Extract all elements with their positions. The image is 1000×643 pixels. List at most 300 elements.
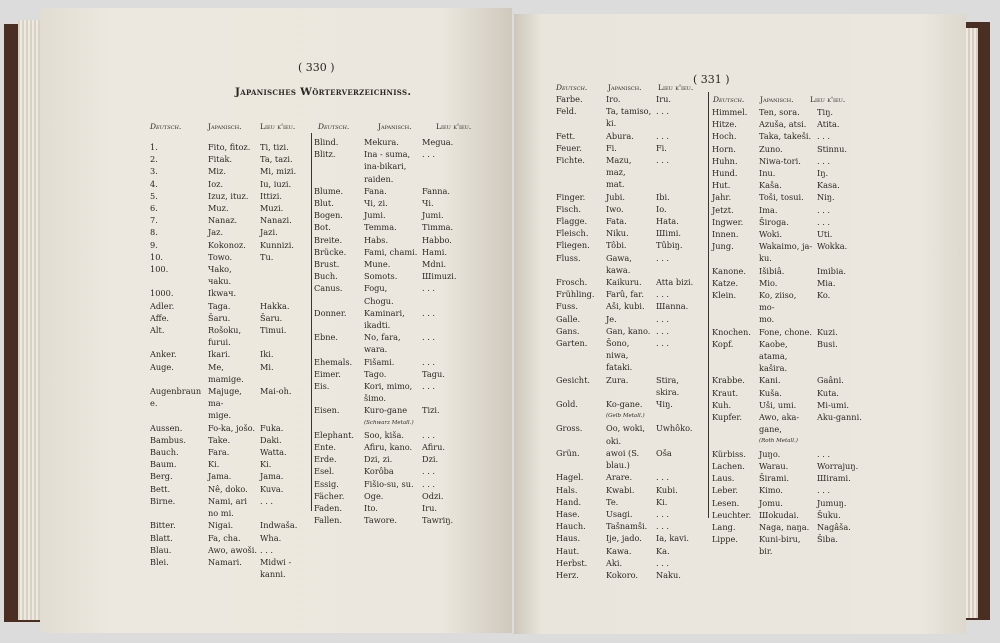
lieu-kieu-word [260, 287, 308, 299]
german-word: Ente. [314, 442, 336, 453]
word-entry [712, 118, 875, 130]
german-word: Affe. [150, 312, 170, 323]
lieu-kieu-word: . . . [656, 521, 670, 532]
word-entry [712, 191, 875, 203]
japanese-word: Fone, chone. [759, 326, 812, 337]
japanese-word: Oo, woki, oki. [606, 423, 645, 446]
japanese-word: Mekura. [364, 137, 399, 147]
german-word: Jahr. [712, 192, 732, 203]
german-word: Farbe. [556, 94, 583, 104]
column-header [556, 83, 693, 92]
japanese-word: Fi. [606, 142, 617, 153]
japanese-word: Чako, чaku. [208, 264, 232, 287]
german-word: Fisch. [556, 203, 581, 214]
japanese-word: Mazu, maz, mat. [606, 155, 632, 190]
word-entry [556, 337, 706, 374]
word-entry [150, 251, 308, 263]
japanese-word: Inu. [759, 168, 776, 179]
lieu-kieu-word: . . . [817, 155, 831, 166]
lieu-kieu-word: Iru. [422, 503, 438, 514]
japanese-word: Nanaz. [208, 215, 238, 226]
word-entry [712, 399, 875, 411]
japanese-word: Niwa-tori. [759, 155, 801, 166]
word-entry [712, 179, 875, 191]
header-deutsch: Deutsch. [150, 122, 182, 131]
japanese-word: Ko, ziiso, mo- mo. [759, 290, 797, 325]
german-word: Kopf. [712, 338, 734, 349]
japanese-word: Kaminari, ikadti. [364, 307, 405, 331]
lieu-kieu-word: . . . [656, 130, 670, 141]
japanese-word: Miz. [208, 166, 226, 177]
japanese-word: Muz. [208, 203, 229, 214]
word-entry [712, 533, 875, 557]
word-entry [150, 385, 308, 422]
german-word: Hals. [556, 484, 578, 495]
japanese-word: Tôbi. [606, 240, 627, 251]
german-word: Finger. [556, 191, 586, 202]
german-word: Augenbraune. [150, 386, 202, 409]
word-entry [314, 478, 480, 490]
word-entry [556, 203, 706, 215]
lieu-kieu-word: Tawriŋ. [422, 515, 454, 526]
word-entry [556, 569, 706, 581]
german-word: Garten. [556, 338, 588, 349]
word-entry [150, 348, 308, 360]
lieu-kieu-word: Kuta. [817, 387, 839, 398]
word-entry [150, 361, 308, 385]
japanese-word: Farû, far. [606, 289, 644, 300]
japanese-word: Gan, kano. [606, 325, 651, 336]
word-entry [150, 458, 308, 470]
lieu-kieu-word: Šaru. [260, 312, 283, 323]
german-word: Hoch. [712, 131, 737, 142]
german-word: Alt. [150, 325, 165, 336]
japanese-word: Jaz. [208, 227, 224, 238]
word-entry [150, 190, 308, 202]
german-word: 2. [150, 154, 158, 165]
header-lieu-kieu: Lieu k'ieu. [810, 95, 846, 104]
japanese-word: Ina - suma, ina-bikari, raiden. [364, 149, 411, 184]
word-entry [556, 154, 706, 191]
header-lieu-kieu: Lieu k'ieu. [260, 122, 296, 131]
german-word: 3. [150, 166, 158, 177]
japanese-word: Rošoku, furui. [208, 325, 242, 348]
header-deutsch: Deutsch. [713, 95, 745, 104]
german-word: Leuchter. [712, 509, 752, 520]
german-word: Lesen. [712, 497, 740, 508]
german-word: 100. [150, 264, 169, 275]
lieu-kieu-word: Mdni. [422, 259, 447, 270]
japanese-cell [364, 404, 422, 428]
japanese-word: Take. [208, 434, 231, 445]
word-entry [556, 508, 706, 520]
japanese-word: Jama. [208, 471, 232, 482]
lieu-kieu-word: Tu. [260, 251, 274, 262]
japanese-word: Zuno. [759, 143, 783, 154]
word-entry [556, 532, 706, 544]
lieu-kieu-word: Ittizi. [260, 190, 282, 201]
german-word: 7. [150, 215, 158, 226]
german-word: Eimer. [314, 368, 341, 379]
japanese-word: Ikwaч. [208, 288, 237, 299]
german-word: Fuss. [556, 301, 578, 312]
lieu-kieu-word: Iu, iuzi. [260, 178, 292, 189]
japanese-word: Awo, awoši. [208, 544, 257, 555]
german-word: Lippe. [712, 534, 738, 545]
german-word: Blume. [314, 185, 344, 196]
japanese-word: Uši, umi. [759, 399, 797, 410]
japanese-word: Nami, ari no mi. [208, 495, 248, 519]
german-word: Esel. [314, 466, 335, 477]
german-word: Haut. [556, 545, 580, 556]
german-word: Hauch. [556, 521, 586, 532]
lieu-kieu-word: Шirami. [817, 473, 851, 484]
lieu-kieu-word: . . . [656, 508, 670, 519]
word-entry [150, 519, 308, 531]
japanese-word: Širami. [759, 473, 790, 484]
word-list-right-1 [556, 93, 706, 581]
header-japanisch: Japanisch. [760, 95, 794, 104]
word-entry [150, 556, 308, 580]
lieu-kieu-word: . . . [656, 313, 670, 324]
lieu-kieu-word: Tûbiŋ. [656, 240, 683, 251]
japanese-word: Toši, tosui. [759, 192, 804, 203]
header-japanisch: Japanisch. [208, 122, 242, 131]
word-entry [314, 429, 480, 441]
lieu-kieu-word: Watta. [260, 447, 287, 458]
word-entry [150, 470, 308, 482]
japanese-word: Towo. [208, 251, 233, 262]
word-entry [150, 434, 308, 446]
word-entry [314, 441, 480, 453]
word-entry [150, 214, 308, 226]
german-word: 9. [150, 239, 158, 250]
word-entry [712, 143, 875, 155]
lieu-kieu-word: . . . [817, 204, 831, 215]
german-word: Frühling. [556, 289, 595, 300]
word-entry [556, 227, 706, 239]
german-word: Jung. [712, 241, 734, 252]
japanese-word: Fitak. [208, 154, 233, 165]
lieu-kieu-word: Mi-umi. [817, 399, 850, 410]
german-word: Buch. [314, 271, 338, 282]
word-entry [314, 185, 480, 197]
lieu-kieu-word: Jumi. [422, 210, 444, 221]
german-word: Haus. [556, 533, 581, 544]
lieu-kieu-word: . . . [422, 478, 436, 489]
word-entry [314, 331, 480, 355]
lieu-kieu-word: . . . [422, 332, 436, 343]
german-word: Kürbiss. [712, 448, 746, 459]
lieu-kieu-word: Mi, mizi. [260, 166, 297, 177]
lieu-kieu-word: Kasa. [817, 180, 840, 191]
word-list-left-2 [314, 136, 480, 527]
lieu-kieu-word: Шimi. [656, 228, 681, 239]
lieu-kieu-word: Шanna. [656, 301, 689, 312]
german-word: Eis. [314, 381, 330, 392]
german-word: Leber. [712, 485, 738, 496]
lieu-kieu-word: Jazi. [260, 227, 278, 238]
word-entry [556, 276, 706, 288]
lieu-kieu-word: . . . [422, 381, 436, 392]
word-entry [556, 300, 706, 312]
lieu-kieu-word: . . . [656, 155, 670, 166]
german-word: Feuer. [556, 142, 582, 153]
japanese-word: Taka, takeši. [759, 131, 812, 142]
lieu-kieu-word: Timma. [422, 222, 454, 233]
japanese-word: Niku. [606, 228, 629, 239]
japanese-word: Naga, naŋa. [759, 521, 810, 532]
lieu-kieu-word: Indwaša. [260, 520, 298, 531]
word-list-left-1 [150, 141, 308, 580]
word-entry [712, 497, 875, 509]
japanese-word: Warau. [759, 460, 789, 471]
word-entry [150, 532, 308, 544]
word-entry [712, 484, 875, 496]
german-word: Kraut. [712, 387, 739, 398]
japanese-word: Jumi. [364, 210, 386, 221]
lieu-kieu-word: Iŋ. [817, 168, 829, 179]
japanese-word: Mune. [364, 259, 391, 270]
german-word: Eisen. [314, 405, 340, 416]
lieu-kieu-word: Ibi. [656, 191, 670, 202]
column-header [150, 122, 295, 131]
lieu-kieu-word: . . . [817, 216, 831, 227]
word-list-right-2 [712, 106, 875, 558]
word-entry [314, 404, 480, 428]
german-word: Breite. [314, 234, 343, 245]
lieu-kieu-word: Шimuzi. [422, 271, 457, 282]
japanese-word: Dzi, zi. [364, 454, 393, 465]
word-entry [314, 356, 480, 368]
japanese-word: Je. [606, 313, 617, 324]
word-entry [712, 216, 875, 228]
lieu-kieu-word: Muzi. [260, 203, 284, 214]
lieu-kieu-word: Jumuŋ. [817, 497, 847, 508]
word-entry [556, 545, 706, 557]
lieu-kieu-word: Afiru. [422, 442, 446, 453]
lieu-kieu-word: Šuku. [817, 509, 841, 520]
german-word: Faden. [314, 503, 342, 514]
lieu-kieu-word: Busi. [817, 338, 838, 349]
japanese-word: Ioz. [208, 178, 224, 189]
german-word: Berg. [150, 471, 173, 482]
lieu-kieu-word: Uti. [817, 229, 833, 240]
japanese-word: Šono, niwa, fataki. [606, 338, 633, 373]
word-entry [150, 178, 308, 190]
lieu-kieu-word: Ta, tazi. [260, 154, 293, 165]
word-entry [556, 252, 706, 276]
german-word: Horn. [712, 143, 736, 154]
word-entry [712, 521, 875, 533]
word-entry [712, 374, 875, 386]
japanese-word: Kuni-biru, bir. [759, 534, 801, 557]
german-word: Katze. [712, 277, 739, 288]
word-entry [712, 277, 875, 289]
word-entry [712, 472, 875, 484]
word-entry [314, 136, 480, 148]
lieu-kieu-word: Oša [656, 447, 672, 458]
word-entry [712, 265, 875, 277]
german-word: 1000. [150, 288, 174, 299]
word-entry [150, 495, 308, 519]
japanese-word: Ki. [208, 459, 220, 470]
german-word: Essig. [314, 478, 339, 489]
german-word: Ebne. [314, 332, 338, 343]
japanese-word: Kaikuru. [606, 277, 642, 288]
word-entry [712, 130, 875, 142]
lieu-kieu-word: Kubi. [656, 484, 678, 495]
german-word: Elephant. [314, 429, 355, 440]
german-word: 1. [150, 142, 158, 152]
lieu-kieu-word: . . . [260, 495, 274, 506]
word-entry [314, 270, 480, 282]
german-word: Feld. [556, 106, 577, 117]
lieu-kieu-word: Tagu. [422, 368, 445, 379]
word-entry [556, 105, 706, 129]
japanese-word: Fa, cha. [208, 532, 241, 543]
japanese-word: Usagi. [606, 508, 633, 519]
word-entry [712, 228, 875, 240]
japanese-word: Fami, chami. [364, 246, 418, 257]
japanese-word: Wakaimo, ja- ku. [759, 241, 813, 264]
word-entry [314, 502, 480, 514]
german-word: Ehemals. [314, 356, 353, 367]
japanese-word: Abura. [606, 130, 634, 141]
word-entry [556, 313, 706, 325]
japanese-word: Kwabi. [606, 484, 635, 495]
page-title: Japanisches Wörterverzeichniss. [235, 86, 412, 98]
german-word: Gans. [556, 325, 580, 336]
japanese-word: Široga. [759, 216, 789, 227]
lieu-kieu-word: . . . [422, 149, 436, 160]
japanese-word: Kokoro. [606, 569, 639, 580]
word-entry [314, 209, 480, 221]
lieu-kieu-word: Naku. [656, 569, 681, 580]
lieu-kieu-word: Aku-ganni. [817, 412, 862, 423]
word-entry [150, 287, 308, 299]
german-word: Bogen. [314, 210, 343, 221]
word-entry [556, 496, 706, 508]
german-word: Aussen. [150, 422, 183, 433]
lieu-kieu-word: . . . [656, 106, 670, 117]
column-header [318, 122, 471, 131]
word-entry [556, 471, 706, 483]
japanese-word: Kani. [759, 375, 781, 386]
lieu-kieu-word: Imibia. [817, 265, 846, 276]
word-entry [150, 300, 308, 312]
lieu-kieu-word: Ia, kavi. [656, 533, 690, 544]
japanese-word: Majuge, ma- mige. [208, 386, 242, 421]
japanese-word: Somots. [364, 271, 398, 282]
german-word: Knochen. [712, 326, 751, 337]
lieu-kieu-word: . . . [817, 485, 831, 496]
lieu-kieu-word: Fuka. [260, 422, 284, 433]
word-entry [712, 509, 875, 521]
lieu-kieu-word: Чi. [422, 198, 434, 209]
column-header [713, 95, 845, 104]
word-entry [150, 324, 308, 348]
japanese-word: Šaru. [208, 312, 231, 323]
german-word: Krabbe. [712, 375, 745, 386]
column-divider [311, 133, 312, 511]
japanese-word: Fišio-su, su. [364, 478, 414, 489]
word-entry [314, 514, 480, 526]
word-entry [314, 380, 480, 404]
header-japanisch: Japanisch. [608, 83, 642, 92]
japanese-word: Woki. [759, 229, 782, 240]
word-entry [314, 282, 480, 306]
japanese-word: awoi (S. blau.) [606, 447, 640, 471]
japanese-word: Kawa. [606, 545, 632, 556]
japanese-word: Ima. [759, 204, 778, 215]
word-entry [314, 234, 480, 246]
word-entry [556, 93, 706, 105]
german-word: Hand. [556, 496, 582, 507]
lieu-kieu-word: . . . [260, 544, 274, 555]
column-divider [708, 92, 709, 518]
word-entry [150, 165, 308, 177]
lieu-kieu-word: Gaâni. [817, 375, 844, 386]
german-word: Kupfer. [712, 412, 742, 423]
word-entry [556, 130, 706, 142]
japanese-word: Tawore. [364, 515, 398, 526]
lieu-kieu-word: Niŋ. [817, 192, 835, 203]
lieu-kieu-word: Fanna. [422, 185, 451, 196]
japanese-word: Kokonoz. [208, 239, 246, 250]
lieu-kieu-word: Nanazi. [260, 215, 292, 226]
lieu-kieu-word: . . . [422, 466, 436, 477]
german-word: Fluss. [556, 252, 581, 263]
japanese-word: Fišami. [364, 356, 395, 367]
german-word: Herz. [556, 569, 579, 580]
metal-note: (Roth Metall.) [759, 438, 798, 445]
japanese-word: Ta, tamiso, ki. [606, 106, 652, 129]
german-word: Erde. [314, 454, 337, 465]
japanese-word: Aki. [606, 557, 623, 568]
german-word: Gold. [556, 399, 578, 410]
lieu-kieu-word: Midwi - kanni. [260, 556, 292, 580]
word-entry [150, 263, 308, 287]
lieu-kieu-word: Wha. [260, 532, 282, 543]
word-entry [556, 191, 706, 203]
lieu-kieu-word: . . . [656, 472, 670, 483]
word-entry [314, 197, 480, 209]
word-entry [150, 544, 308, 556]
german-word: Bambus. [150, 434, 186, 445]
german-word: Hase. [556, 508, 580, 519]
german-word: Hut. [712, 180, 731, 191]
lieu-kieu-word: Atta bizi. [656, 277, 694, 288]
japanese-word: Ko-gane. [606, 399, 643, 410]
word-entry [712, 460, 875, 472]
german-word: Huhn. [712, 155, 738, 166]
lieu-kieu-word [260, 263, 308, 287]
german-word: Frosch. [556, 277, 588, 288]
japanese-word: Ito. [364, 503, 378, 514]
lieu-kieu-word: Stira, skira. [656, 374, 680, 397]
german-word: Brücke. [314, 246, 347, 257]
lieu-kieu-word: Megua. [422, 137, 454, 147]
lieu-kieu-word: Iki. [260, 349, 274, 360]
japanese-word: Nigai. [208, 520, 234, 531]
right-page-number: ( 331 ) [693, 73, 730, 86]
word-entry [712, 338, 875, 375]
german-word: Brust. [314, 259, 340, 270]
lieu-kieu-word: Tiŋ. [817, 107, 833, 117]
japanese-word: Kaobe, atama, kašira. [759, 338, 788, 374]
japanese-word: Mio. [759, 277, 778, 288]
